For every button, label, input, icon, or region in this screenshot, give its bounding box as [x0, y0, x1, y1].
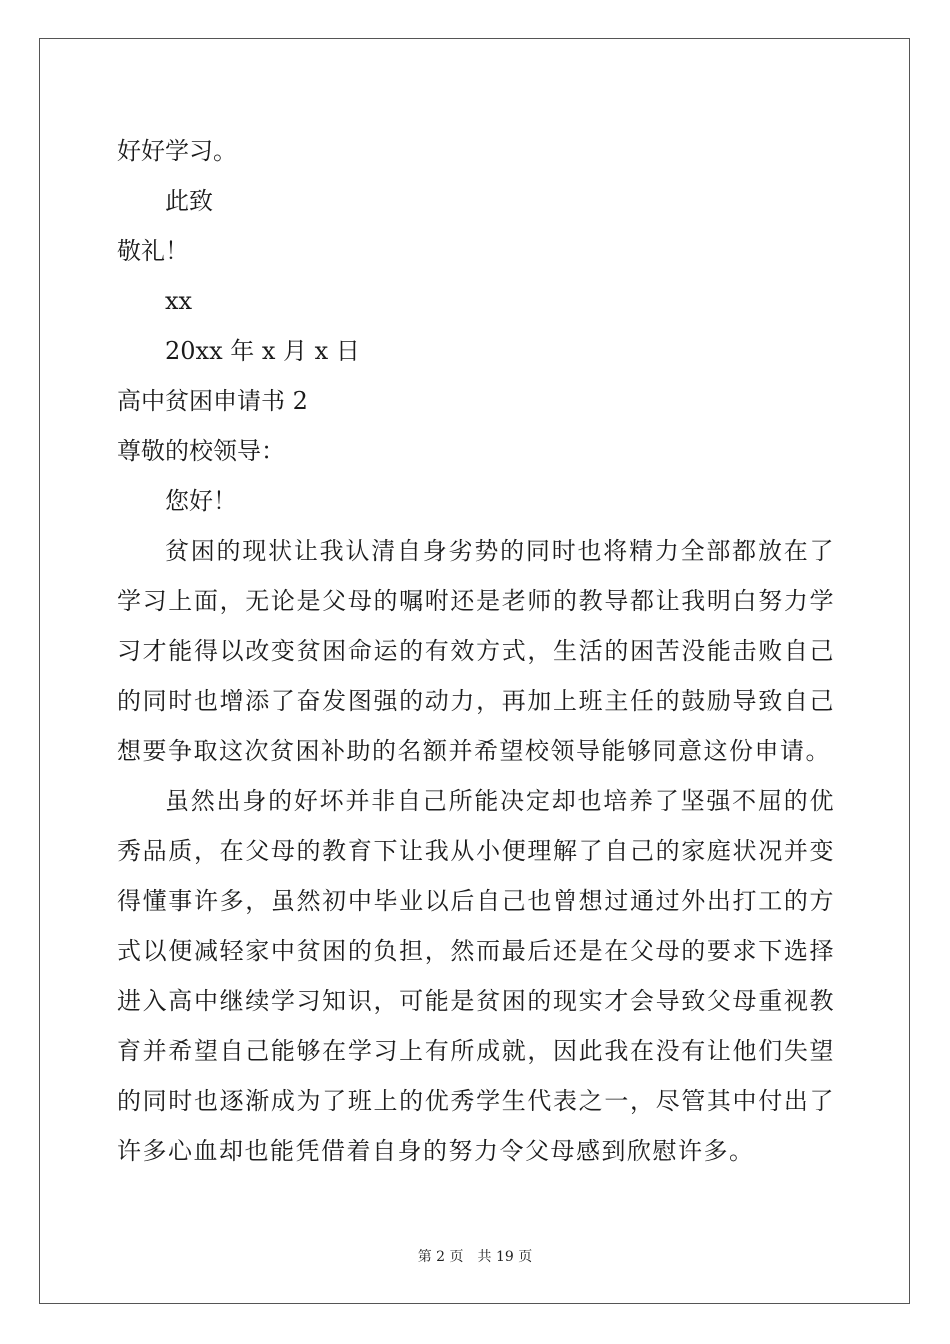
document-body: [117, 126, 835, 1176]
salute-line: 敬礼！: [117, 237, 189, 265]
closing-line: 此致: [165, 187, 213, 215]
page-total: 共 19 页: [477, 1249, 533, 1265]
date-line: 20xx 年 x 月 x 日: [165, 337, 360, 365]
paragraph-2: 虽然出身的好坏并非自己所能决定却也培养了坚强不屈的优秀品质，在父母的教育下让我从小便理解了自己的家庭状况并变得懂事许多，虽然初中毕业以后自己也曾想过通过外出打工的方式以便减轻家中贫困的负担，然而最后还是在父母的要求下选择进入高中继续学习知识，可能是贫困的现实才会导致父母重视教育并希望自己能够在学习上有所成就，因此我在没有让他们失望的同时也逐渐成为了班上的优秀学生代表之一，尽管其中付出了许多心血却也能凭借着自身的努力令父母感到欣慰许多。: [117, 787, 835, 1165]
signature-line: xx: [165, 287, 193, 315]
hello-line: 您好！: [165, 487, 237, 515]
greeting-line: 尊敬的校领导：: [117, 437, 285, 465]
section-title: 高中贫困申请书 2: [117, 387, 308, 415]
paragraph-1: 贫困的现状让我认清自身劣势的同时也将精力全部都放在了学习上面，无论是父母的嘱咐还是老师的教导都让我明白努力学习才能得以改变贫困命运的有效方式，生活的困苦没能击败自己的同时也增添了奋发图强的动力，再加上班主任的鼓励导致自己想要争取这次贫困补助的名额并希望校领导能够同意这份申请。: [117, 537, 835, 765]
page-footer: [0, 1246, 950, 1266]
page-number: 第 2 页: [417, 1249, 464, 1265]
text-line-study: 好好学习。: [117, 137, 237, 165]
